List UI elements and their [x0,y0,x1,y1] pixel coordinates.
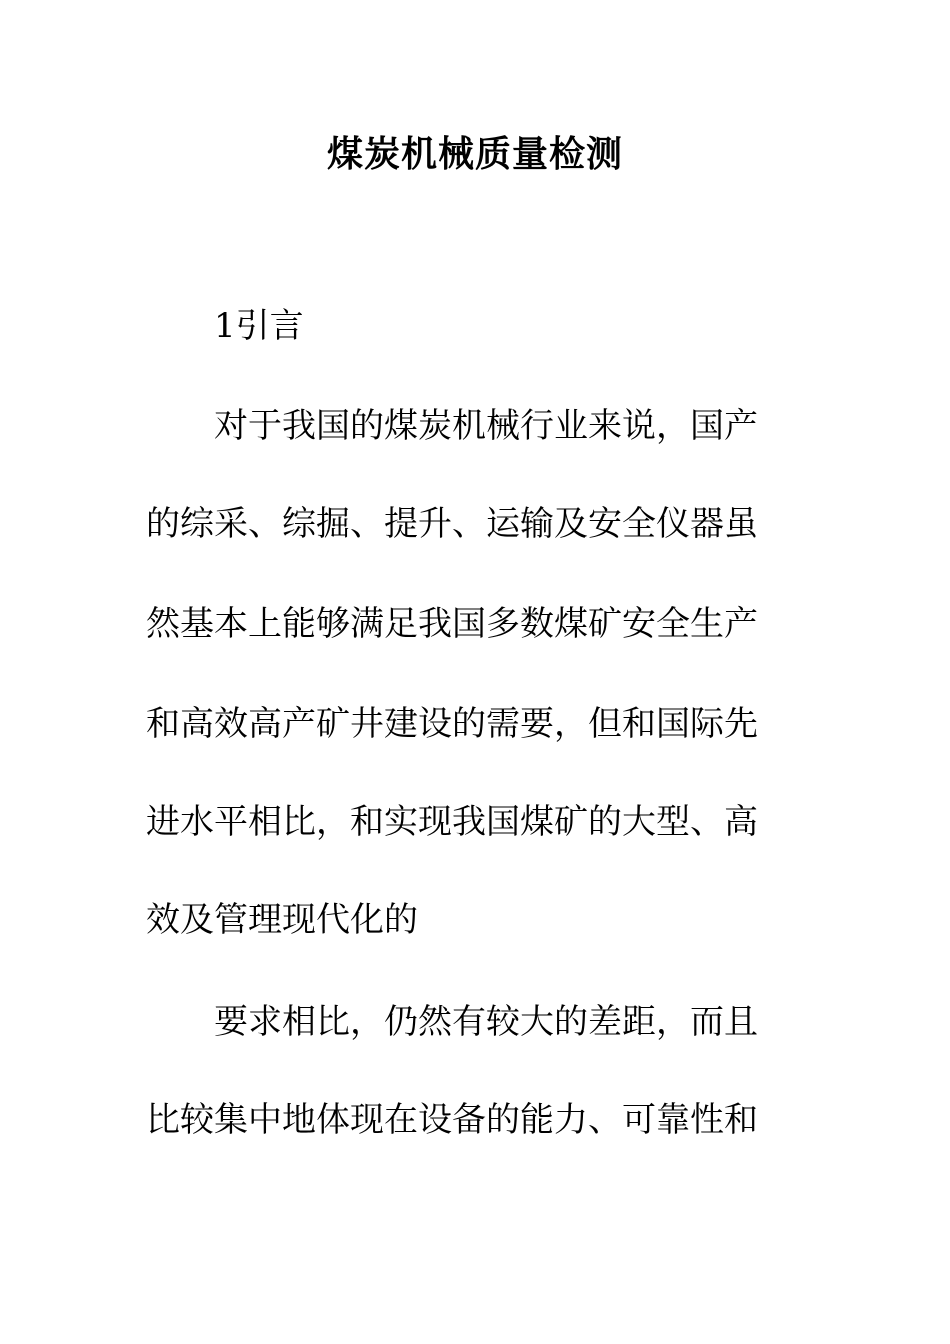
paragraph-line: 的综采、综掘、提升、运输及安全仪器虽 [146,504,758,544]
paragraph-line: 比较集中地体现在设备的能力、可靠性和 [146,1100,758,1140]
paragraph-line: 要求相比，仍然有较大的差距，而且 [214,1002,758,1042]
paragraph-line: 效及管理现代化的 [146,900,418,940]
paragraph-line: 对于我国的煤炭机械行业来说，国产 [214,406,758,446]
section-heading: 1引言 [214,306,304,346]
paragraph-line: 然基本上能够满足我国多数煤矿安全生产 [146,604,758,644]
paragraph-line: 进水平相比，和实现我国煤矿的大型、高 [146,802,758,842]
paragraph-line: 和高效高产矿井建设的需要，但和国际先 [146,704,758,744]
document-title: 煤炭机械质量检测 [326,133,623,175]
